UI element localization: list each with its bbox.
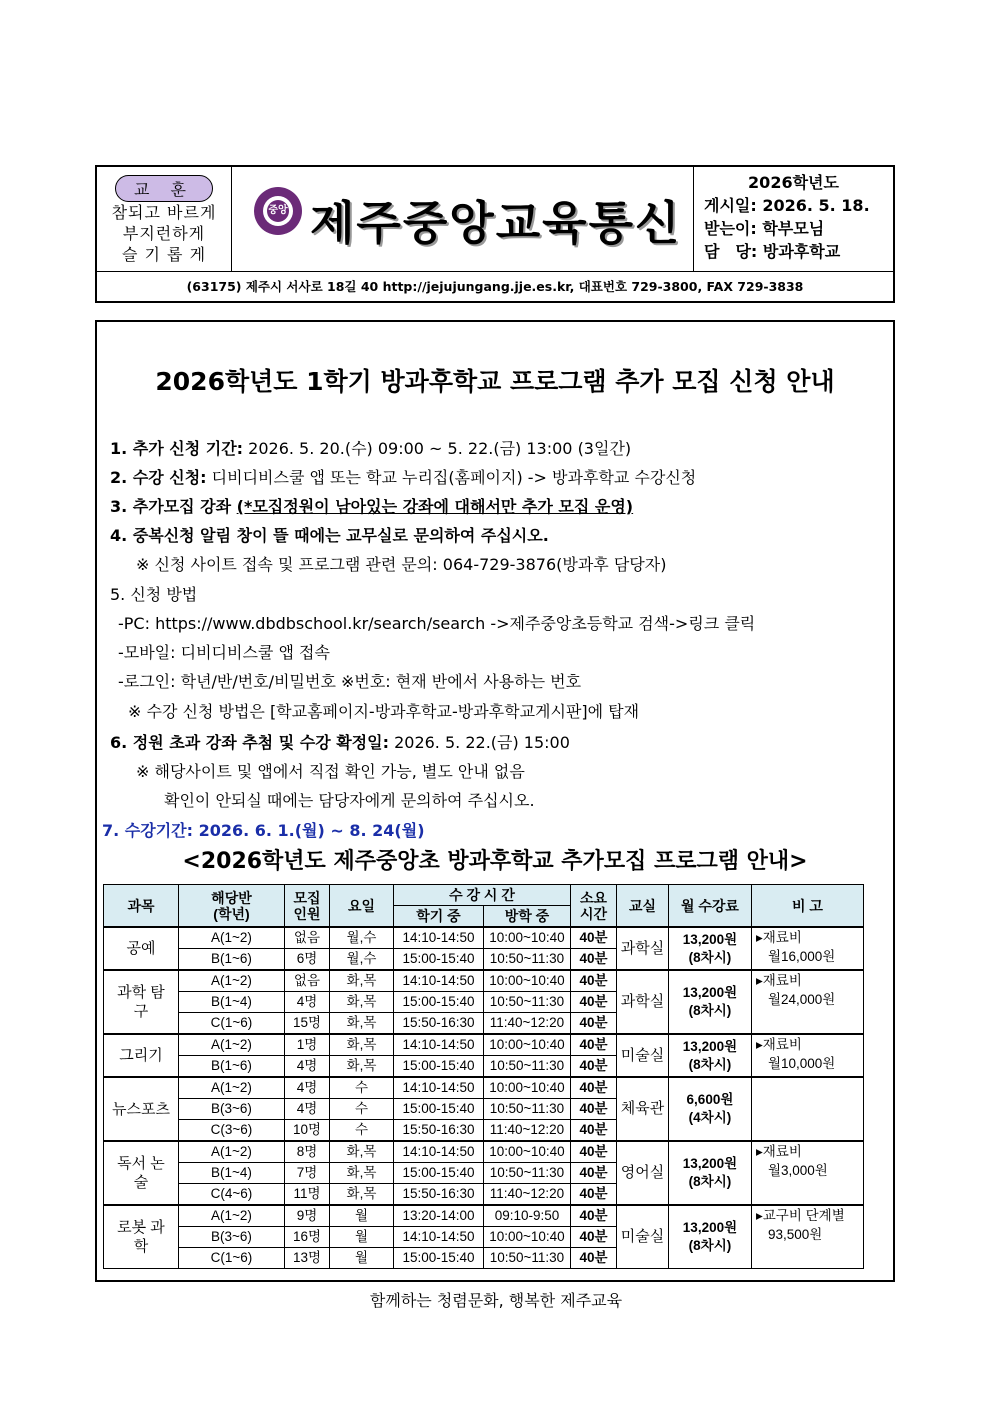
subject-cell: 공예 [104, 927, 179, 970]
seats-cell: 7명 [284, 1163, 329, 1184]
day-cell: 화,목 [329, 1163, 393, 1184]
vacation-time-cell: 10:00~10:40 [483, 970, 570, 992]
duration-cell: 40분 [570, 1227, 616, 1248]
header-subject: 과목 [104, 885, 179, 928]
item-5-note: ※ 수강 신청 방법은 [학교홈페이지-방과후학교-방과후학교게시판]에 탑재 [128, 702, 640, 721]
day-cell: 수 [329, 1099, 393, 1120]
motto-label: 교 훈 [115, 175, 213, 202]
duration-cell: 40분 [570, 970, 616, 992]
vacation-time-cell: 10:50~11:30 [483, 949, 570, 971]
seats-cell: 8명 [284, 1141, 329, 1163]
post-date: 게시일: 2026. 5. 18. [704, 196, 870, 215]
semester-time-cell: 14:10-14:50 [393, 1034, 483, 1056]
class-cell: B(3~6) [178, 1227, 284, 1248]
vacation-time-cell: 10:50~11:30 [483, 1248, 570, 1269]
semester-time-cell: 14:10-14:50 [393, 970, 483, 992]
day-cell: 월 [329, 1205, 393, 1227]
duration-cell: 40분 [570, 1056, 616, 1078]
duration-cell: 40분 [570, 1141, 616, 1163]
program-table [103, 884, 864, 1269]
day-cell: 화,목 [329, 1141, 393, 1163]
duration-cell: 40분 [570, 1013, 616, 1035]
class-cell: A(1~2) [178, 927, 284, 949]
title-box [232, 167, 694, 271]
table-row [104, 1077, 864, 1099]
note-cell: ▸재료비 월16,000원 [751, 927, 863, 970]
semester-time-cell: 13:20-14:00 [393, 1205, 483, 1227]
vacation-time-cell: 10:50~11:30 [483, 1163, 570, 1184]
subject-cell: 뉴스포츠 [104, 1077, 179, 1141]
logo-text: 중앙 [267, 200, 289, 222]
class-cell: B(1~6) [178, 949, 284, 971]
vacation-time-cell: 10:00~10:40 [483, 1077, 570, 1099]
motto-box [97, 167, 232, 271]
table-title: <2026학년도 제주중앙초 방과후학교 추가모집 프로그램 안내> [182, 849, 808, 874]
fee-cell: 13,200원 (8차시) [668, 1205, 751, 1269]
seats-cell: 6명 [284, 949, 329, 971]
class-cell: A(1~2) [178, 1141, 284, 1163]
duration-cell: 40분 [570, 949, 616, 971]
subject-cell: 그리기 [104, 1034, 179, 1077]
item-3: 3. 추가모집 강좌 (*모집정원이 남아있는 강좌에 대해서만 추가 모집 운영) [110, 497, 634, 516]
item-5-login: -로그인: 학년/반/번호/비밀번호 ※번호: 현재 반에서 사용하는 번호 [118, 672, 582, 691]
table-row [104, 1141, 864, 1163]
vacation-time-cell: 09:10-9:50 [483, 1205, 570, 1227]
header-semester: 학기 중 [393, 906, 483, 928]
recipient: 받는이: 학부모님 [704, 219, 825, 238]
item-1: 1. 추가 신청 기간: 2026. 5. 20.(수) 09:00 ~ 5. 22.(금) 13:00 (3일간) [110, 439, 632, 458]
item-5-mobile: -모바일: 디비디비스쿨 앱 접속 [118, 643, 330, 662]
notice-title: 2026학년도 1학기 방과후학교 프로그램 추가 모집 신청 안내 [155, 367, 835, 396]
class-cell: A(1~2) [178, 1205, 284, 1227]
class-cell: B(1~4) [178, 1163, 284, 1184]
school-year: 2026학년도 [748, 173, 839, 192]
day-cell: 수 [329, 1077, 393, 1099]
vacation-time-cell: 11:40~12:20 [483, 1013, 570, 1035]
day-cell: 화,목 [329, 992, 393, 1013]
seats-cell: 4명 [284, 1099, 329, 1120]
semester-time-cell: 15:50-16:30 [393, 1120, 483, 1142]
semester-time-cell: 15:00-15:40 [393, 1056, 483, 1078]
item-4: 4. 중복신청 알림 창이 뜰 때에는 교무실로 문의하여 주십시오. [110, 526, 549, 545]
header-time: 수 강 시 간 [393, 885, 570, 906]
fee-cell: 6,600원 (4차시) [668, 1077, 751, 1141]
seats-cell: 4명 [284, 1077, 329, 1099]
room-cell: 과학실 [616, 927, 668, 970]
note-cell: ▸재료비 월24,000원 [751, 970, 863, 1034]
class-cell: C(1~6) [178, 1013, 284, 1035]
seats-cell: 없음 [284, 970, 329, 992]
day-cell: 화,목 [329, 970, 393, 992]
subject-cell: 과학 탐구 [104, 970, 179, 1034]
duration-cell: 40분 [570, 992, 616, 1013]
semester-time-cell: 15:00-15:40 [393, 949, 483, 971]
day-cell: 수 [329, 1120, 393, 1142]
subject-cell: 독서 논술 [104, 1141, 179, 1205]
class-cell: C(3~6) [178, 1120, 284, 1142]
day-cell: 월,수 [329, 949, 393, 971]
note-cell: ▸재료비 월10,000원 [751, 1034, 863, 1077]
item-6-note-2: 확인이 안되실 때에는 담당자에게 문의하여 주십시오. [164, 791, 535, 810]
duration-cell: 40분 [570, 1248, 616, 1269]
vacation-time-cell: 10:00~10:40 [483, 1141, 570, 1163]
seats-cell: 4명 [284, 992, 329, 1013]
semester-time-cell: 15:00-15:40 [393, 1099, 483, 1120]
day-cell: 월 [329, 1248, 393, 1269]
duration-cell: 40분 [570, 927, 616, 949]
room-cell: 영어실 [616, 1141, 668, 1205]
semester-time-cell: 15:00-15:40 [393, 992, 483, 1013]
class-cell: C(1~6) [178, 1248, 284, 1269]
fee-cell: 13,200원 (8차시) [668, 927, 751, 970]
seats-cell: 15명 [284, 1013, 329, 1035]
newsletter-header [95, 165, 895, 303]
class-cell: A(1~2) [178, 1034, 284, 1056]
item-7: 7. 수강기간: 2026. 6. 1.(월) ~ 8. 24(월) [102, 821, 425, 840]
notice-box [95, 320, 895, 1282]
table-row [104, 927, 864, 949]
header-duration: 소요 시간 [570, 885, 616, 928]
duration-cell: 40분 [570, 1205, 616, 1227]
header-room: 교실 [616, 885, 668, 928]
day-cell: 화,목 [329, 1034, 393, 1056]
class-cell: A(1~2) [178, 1077, 284, 1099]
semester-time-cell: 15:00-15:40 [393, 1163, 483, 1184]
day-cell: 화,목 [329, 1056, 393, 1078]
table-body [104, 927, 864, 1269]
motto-line: 슬 기 롭 게 [121, 245, 207, 264]
room-cell: 미술실 [616, 1034, 668, 1077]
vacation-time-cell: 10:50~11:30 [483, 1056, 570, 1078]
class-cell: A(1~2) [178, 970, 284, 992]
item-6: 6. 정원 초과 강좌 추첨 및 수강 확정일: 2026. 5. 22.(금) 15:00 [110, 733, 570, 752]
fee-cell: 13,200원 (8차시) [668, 970, 751, 1034]
fee-cell: 13,200원 (8차시) [668, 1141, 751, 1205]
seats-cell: 4명 [284, 1056, 329, 1078]
vacation-time-cell: 10:50~11:30 [483, 992, 570, 1013]
manager: 담 당: 방과후학교 [704, 242, 841, 261]
school-logo-icon [254, 187, 302, 235]
note-cell [751, 1077, 863, 1141]
vacation-time-cell: 10:00~10:40 [483, 927, 570, 949]
table-row [104, 1205, 864, 1227]
seats-cell: 없음 [284, 927, 329, 949]
footer-slogan: 함께하는 청렴문화, 행복한 제주교육 [369, 1291, 623, 1310]
header-vacation: 방학 중 [483, 906, 570, 928]
note-cell: ▸재료비 월3,000원 [751, 1141, 863, 1205]
vacation-time-cell: 10:00~10:40 [483, 1034, 570, 1056]
seats-cell: 10명 [284, 1120, 329, 1142]
seats-cell: 13명 [284, 1248, 329, 1269]
header-seats: 모집 인원 [284, 885, 329, 928]
class-cell: B(1~6) [178, 1056, 284, 1078]
room-cell: 체육관 [616, 1077, 668, 1141]
fee-cell: 13,200원 (8차시) [668, 1034, 751, 1077]
room-cell: 미술실 [616, 1205, 668, 1269]
seats-cell: 1명 [284, 1034, 329, 1056]
motto-line: 참되고 바르게 [111, 203, 217, 222]
header-day: 요일 [329, 885, 393, 928]
duration-cell: 40분 [570, 1184, 616, 1206]
item-5-pc: -PC: https://www.dbdbschool.kr/search/search ->제주중앙초등학교 검색->링크 클릭 [118, 614, 756, 633]
semester-time-cell: 14:10-14:50 [393, 927, 483, 949]
table-row [104, 970, 864, 992]
vacation-time-cell: 10:00~10:40 [483, 1227, 570, 1248]
header-grade: 해당반 (학년) [178, 885, 284, 928]
newsletter-title: 제주중앙교육통신 [310, 196, 682, 250]
info-box [694, 167, 893, 271]
header-note: 비 고 [751, 885, 863, 928]
motto-line: 부지런하게 [122, 224, 206, 243]
table-row [104, 1034, 864, 1056]
semester-time-cell: 14:10-14:50 [393, 1077, 483, 1099]
duration-cell: 40분 [570, 1099, 616, 1120]
duration-cell: 40분 [570, 1163, 616, 1184]
seats-cell: 9명 [284, 1205, 329, 1227]
room-cell: 과학실 [616, 970, 668, 1034]
day-cell: 월 [329, 1227, 393, 1248]
duration-cell: 40분 [570, 1120, 616, 1142]
item-2: 2. 수강 신청: 디비디비스쿨 앱 또는 학교 누리집(홈페이지) -> 방과후학교 수강신청 [110, 468, 697, 487]
vacation-time-cell: 11:40~12:20 [483, 1184, 570, 1206]
class-cell: C(4~6) [178, 1184, 284, 1206]
duration-cell: 40분 [570, 1034, 616, 1056]
duration-cell: 40분 [570, 1077, 616, 1099]
semester-time-cell: 15:50-16:30 [393, 1013, 483, 1035]
seats-cell: 11명 [284, 1184, 329, 1206]
day-cell: 화,목 [329, 1184, 393, 1206]
item-6-note: ※ 해당사이트 및 앱에서 직접 확인 가능, 별도 안내 없음 [136, 762, 525, 781]
table-header-row [104, 885, 864, 906]
class-cell: B(1~4) [178, 992, 284, 1013]
class-cell: B(3~6) [178, 1099, 284, 1120]
seats-cell: 16명 [284, 1227, 329, 1248]
item-4-note: ※ 신청 사이트 접속 및 프로그램 관련 문의: 064-729-3876(방과후 담당자) [136, 555, 667, 574]
day-cell: 월,수 [329, 927, 393, 949]
subject-cell: 로봇 과학 [104, 1205, 179, 1269]
vacation-time-cell: 10:50~11:30 [483, 1099, 570, 1120]
day-cell: 화,목 [329, 1013, 393, 1035]
semester-time-cell: 15:50-16:30 [393, 1184, 483, 1206]
semester-time-cell: 14:10-14:50 [393, 1141, 483, 1163]
semester-time-cell: 15:00-15:40 [393, 1248, 483, 1269]
semester-time-cell: 14:10-14:50 [393, 1227, 483, 1248]
note-cell: ▸교구비 단계별 93,500원 [751, 1205, 863, 1269]
vacation-time-cell: 11:40~12:20 [483, 1120, 570, 1142]
item-5: 5. 신청 방법 [110, 585, 198, 604]
address-bar: (63175) 제주시 서사로 18길 40 http://jejujungang.jje.es.kr, 대표번호 729-3800, FAX 729-3838 [97, 271, 893, 302]
header-fee: 월 수강료 [668, 885, 751, 928]
